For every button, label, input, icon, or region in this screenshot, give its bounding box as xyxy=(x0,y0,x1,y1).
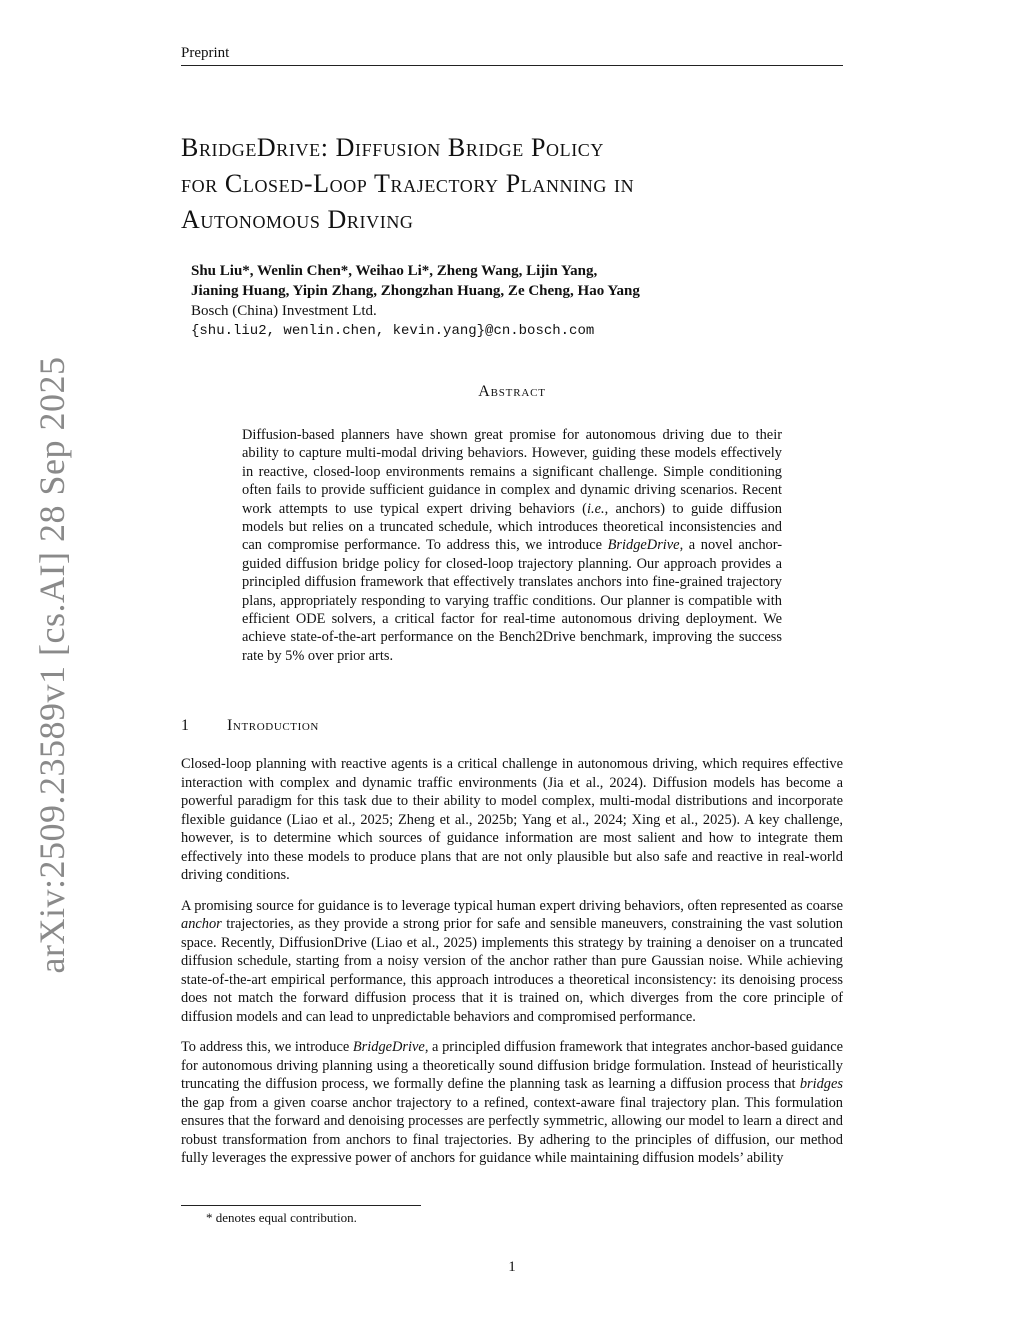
footnote: * denotes equal contribution. xyxy=(206,1210,357,1225)
page-number: 1 xyxy=(508,1259,516,1275)
section-number: 1 xyxy=(181,717,190,734)
section-title: Introduction xyxy=(227,717,319,734)
author-list-line-2: Jianing Huang, Yipin Zhang, Zhongzhan Huang, Ze Cheng, Hao Yang xyxy=(191,283,640,299)
intro-paragraph-3 xyxy=(181,1038,843,1168)
author-block xyxy=(191,261,831,341)
abstract-text xyxy=(242,426,782,665)
introduction-body xyxy=(181,755,843,1180)
paper-title xyxy=(181,130,843,238)
arxiv-identifier: arXiv:2509.23589v1 [cs.AI] 28 Sep 2025 xyxy=(32,356,72,974)
para3-part-2: , a principled diffusion framework that integrates anchor-based guidance for autonomous driving planning using a theoretically sound diffusion bridge formulation. Instead of heuristically truncating the diffusion process, we formally define the planning task as learning a diffusion process that xyxy=(181,1039,843,1092)
para3-emphasis: bridges xyxy=(799,1076,843,1092)
abstract-part-3: , a novel anchor-guided diffusion bridge policy for closed-loop trajectory planning. Our approach provides a principled diffusion framework that effectively translates anchors into fine-grained trajectory plans, appropriately responding to varying traffic conditions. Our planner is compatible with efficient ODE solvers, a critical factor for real-time autonomous driving deployment. We achieve state-of-the-art performance on the Bench2Drive benchmark, improving the success rate by 5% over prior arts. xyxy=(242,537,783,664)
abstract-heading: Abstract xyxy=(478,383,546,400)
title-line-2: for Closed-Loop Trajectory Planning in xyxy=(181,169,635,198)
header-divider xyxy=(181,65,843,66)
abstract-part-2: , anchors) to guide diffusion models but relies on a truncated schedule, which introduces theoretical inconsistencies and can compromise performance. To address this, we introduce xyxy=(242,500,782,554)
intro-paragraph-1: Closed-loop planning with reactive agents is a critical challenge in autonomous driving, which requires effective interaction with complex and dynamic traffic environments (Jia et al., 2024). Diffusion models has become a powerful paradigm for this task due to their ability to model complex, multi-modal distributions and incorporate flexible guidance (Liao et al., 2025; Zheng et al., 2025b; Yang et al., 2024; Xing et al., 2025). A key challenge, however, is to determine which sources of guidance information are most salient and how to integrate them effectively into these models to produce plans that are not only plausible but also safe and reactive in real-world driving conditions. xyxy=(181,756,843,883)
running-header: Preprint xyxy=(181,45,230,61)
title-line-3: Autonomous Driving xyxy=(181,205,414,234)
para3-part-1: To address this, we introduce xyxy=(181,1039,353,1055)
para3-method-name: BridgeDrive xyxy=(352,1039,425,1055)
para2-emphasis: anchor xyxy=(181,916,222,932)
abstract-method-name: BridgeDrive xyxy=(607,537,680,554)
section-heading-introduction xyxy=(181,717,843,735)
para3-part-3: the gap from a given coarse anchor trajectory to a refined, context-aware final trajectory plan. This formulation ensures that the forward and denoising processes are perfectly symmetric, allowing our model to learn a direct and robust transformation from anchors to final trajectories. By adhering to the principles of diffusion, our method fully leverages the expressive power of anchors for guidance while maintaining diffusion models’ ability xyxy=(181,1094,843,1166)
footnote-divider xyxy=(181,1205,421,1206)
para2-part-1: A promising source for guidance is to leverage typical human expert driving behaviors, often represented as coarse xyxy=(181,897,843,914)
intro-paragraph-2 xyxy=(181,897,843,1027)
affiliation: Bosch (China) Investment Ltd. xyxy=(191,303,377,319)
abstract-part-1: Diffusion-based planners have shown great promise for autonomous driving due to their ability to capture multi-modal driving behaviors. However, guiding these models effectively in reactive, closed-loop environments remains a significant challenge. Simple conditioning often fails to provide sufficient guidance in complex and dynamic driving scenarios. Recent work attempts to use typical expert driving behaviors ( xyxy=(242,427,782,517)
para2-part-2: trajectories, as they provide a strong prior for safe and sensible maneuvers, constraining the vast solution space. Recently, DiffusionDrive (Liao et al., 2025) implements this strategy by training a denoiser on a truncated diffusion schedule, starting from a noisy version of the anchor rather than pure Gaussian noise. While achieving state-of-the-art empirical performance, this approach introduces a theoretical inconsistency: its denoising process does not match the forward diffusion process that it is trained on, which diverges from the core principle of diffusion models and can lead to unpredictable behaviors and compromised performance. xyxy=(181,916,843,1025)
author-list-line-1: Shu Liu*, Wenlin Chen*, Weihao Li*, Zheng Wang, Lijin Yang, xyxy=(191,263,598,279)
author-emails: {shu.liu2, wenlin.chen, kevin.yang}@cn.bosch.com xyxy=(191,323,595,339)
title-line-1: BridgeDrive: Diffusion Bridge Policy xyxy=(181,133,605,162)
abstract-ie: i.e. xyxy=(586,500,605,517)
